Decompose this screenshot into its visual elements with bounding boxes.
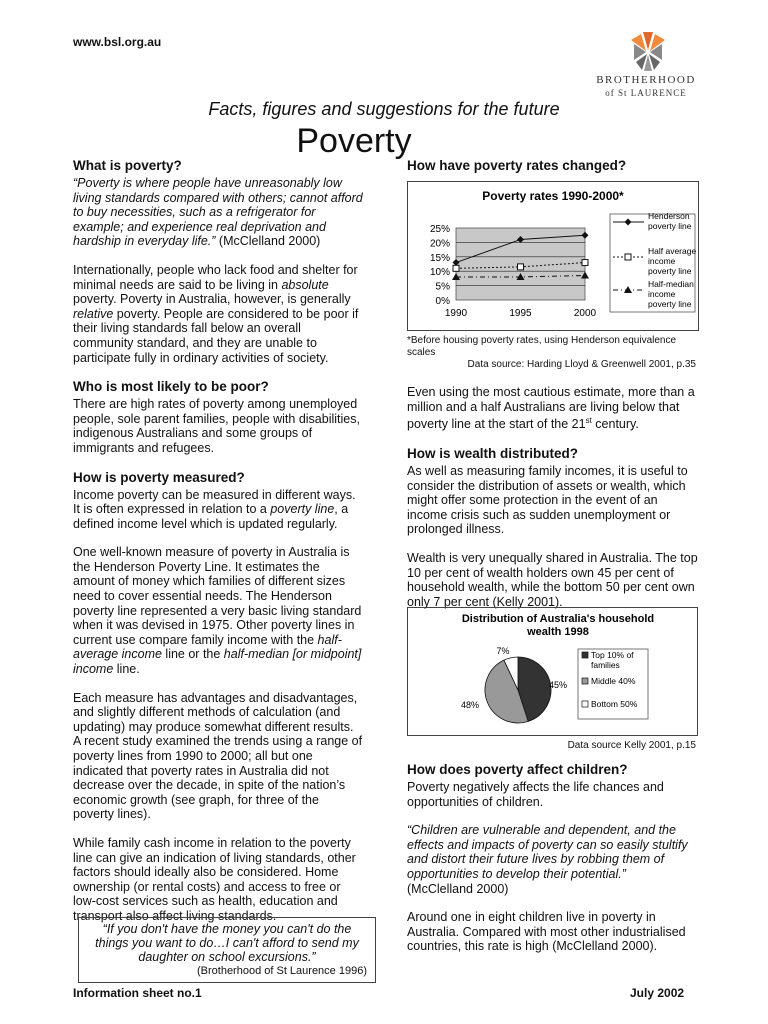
data-point xyxy=(582,260,588,266)
org-name xyxy=(583,74,709,100)
what-is-poverty-heading: What is poverty? xyxy=(73,158,182,173)
site-url[interactable]: www.bsl.org.au xyxy=(73,35,162,49)
children-heading: How does poverty affect children? xyxy=(407,762,628,777)
poverty-rates-chart xyxy=(407,181,699,331)
text-run: absolute xyxy=(281,277,329,292)
legend-label: Middle 40% xyxy=(591,676,636,686)
x-tick-label: 1995 xyxy=(509,308,532,319)
measures-paragraph: Each measure has advantages and disadvantages, and slightly different methods of calculation (and updating) may produce somewhat different results. A recent study examined the trends using a range of poverty lines from 1990 to 2000; all but one indicated that poverty rates in Australia did not decrease over the decade, in spite of the nation’s economic growth (see graph, for three of the poverty lines). xyxy=(73,690,363,822)
y-tick-label: 20% xyxy=(429,238,450,250)
wealth-paragraph-2: Wealth is very unequally shared in Australia. The top 10 per cent of wealth holders own 45 per cent of household wealth, while the bottom 50 per cent own only 7 per cent (Kelly 2001). xyxy=(407,550,698,609)
legend-label: Half average income poverty line xyxy=(648,246,697,276)
footer-date: July 2002 xyxy=(630,986,685,1000)
text-run: Internationally, people who lack food and shelter for minimal needs are said to be living in xyxy=(73,262,358,292)
y-tick-label: 5% xyxy=(435,281,450,293)
children-quote-source: (McClelland 2000) xyxy=(407,881,509,896)
x-tick-label: 1990 xyxy=(444,308,468,319)
page-subtitle: Facts, figures and suggestions for the future xyxy=(208,99,560,119)
living-standards-paragraph: While family cash income in relation to the poverty line can give an indication of living standards, other factors should ideally also be considered. Home ownership (or rental costs) and access to free or low-cost services such as health, education and transport also affect living standards. xyxy=(73,835,356,923)
text-run: half-average income xyxy=(73,632,342,662)
wealth-heading: How is wealth distributed? xyxy=(407,445,579,461)
absolute-relative-paragraph xyxy=(73,263,363,365)
y-tick-label: 15% xyxy=(429,252,450,264)
right-body-2 xyxy=(407,762,700,968)
text-run: poverty. Poverty in Australia, however, is generally xyxy=(73,292,351,307)
y-tick-label: 25% xyxy=(429,224,450,235)
most-likely-poor-heading: Who is most likely to be poor? xyxy=(73,379,269,395)
text-run: relative xyxy=(73,306,114,321)
poverty-definition xyxy=(73,176,363,249)
chart1-source: Data source: Harding Lloyd & Greenwell 2001, p.35 xyxy=(467,359,696,370)
right-column xyxy=(407,158,700,176)
chart1-note: *Before housing poverty rates, using Henderson equivalence scales xyxy=(407,335,677,358)
y-tick-label: 10% xyxy=(429,267,450,279)
org-name-line1: BROTHERHOOD xyxy=(596,74,696,86)
text-run: Even using the most cautious estimate, more than a million and a half Australians are living below that poverty line at the start of the 21 xyxy=(407,385,695,432)
wealth-pie-svg xyxy=(408,608,697,735)
children-paragraph-1: Poverty negatively affects the life chances and opportunities of children. xyxy=(407,780,664,809)
slice-label: 7% xyxy=(496,646,510,656)
legend-swatch xyxy=(582,652,588,658)
callout-quote: “If you don't have the money you can't do the things you want to do…I can't afford to send my daughter on school excursions.” xyxy=(95,922,359,964)
y-tick-label: 0% xyxy=(435,296,450,307)
legend-marker xyxy=(625,254,631,260)
legend-label: Henderson poverty line xyxy=(648,211,692,231)
text-run: poverty. People are considered to be poor if their living standards fall below an overall community standard, and they are unable to participate fully in ordinary activities of society. xyxy=(73,306,359,365)
children-paragraph-2: Around one in eight children live in poverty in Australia. Compared with most other industrialised countries, this rate is high (McClelland 2000). xyxy=(407,910,686,954)
most-likely-poor-paragraph: There are high rates of poverty among unemployed people, sole parent families, people with disabilities, indigenous Australians and some groups of immigrants and refugees. xyxy=(73,397,360,455)
x-tick-label: 2000 xyxy=(573,308,597,319)
slice-label: 48% xyxy=(460,700,480,710)
legend-swatch xyxy=(582,678,588,684)
text-run: , a defined income level which is updated regularly. xyxy=(73,502,349,531)
legend-label: Bottom 50% xyxy=(591,699,638,709)
footer-sheet-number: Information sheet no.1 xyxy=(73,986,202,1000)
page-title: Poverty xyxy=(296,122,412,160)
children-quote-paragraph xyxy=(407,823,700,896)
text-run: One well-known measure of poverty in Australia is the Henderson Poverty Line. It estimates the amount of money which families of different sizes need to cover essential needs. The Henderson poverty line represented a very basic living standard when it was devised in 1975. Other poverty lines in current use compare family income with the xyxy=(73,545,362,647)
text-run: line. xyxy=(113,662,140,677)
text-run: Income poverty can be measured in different ways. It is often expressed in relation to a xyxy=(73,487,356,517)
chart-title: Distribution of Australia's household wealth 1998 xyxy=(461,613,655,638)
chart-title: Poverty rates 1990-2000* xyxy=(482,189,624,203)
wealth-distribution-chart xyxy=(407,607,698,736)
definition-source: (McClelland 2000) xyxy=(215,234,321,249)
legend-label: Half-median income poverty line xyxy=(648,279,694,309)
org-name-line2: of St LAURENCE xyxy=(605,88,687,98)
legend-label: Top 10% of families xyxy=(591,650,634,670)
text-run: century. xyxy=(591,417,639,432)
slice-label: 45% xyxy=(548,680,568,690)
data-point xyxy=(453,265,459,271)
poverty-rates-svg xyxy=(408,182,698,330)
poverty-rates-heading: How have poverty rates changed? xyxy=(407,158,627,173)
left-column xyxy=(73,158,363,938)
poverty-measured-heading: How is poverty measured? xyxy=(73,469,245,485)
text-run: line or the xyxy=(161,647,224,662)
callout-quote-box xyxy=(78,917,376,983)
definition-quote: “Poverty is where people have unreasonably low living standards compared with others; cannot afford to buy necessities, such as a refrigerator for example; and experience real deprivation and hardship in everyday life.” xyxy=(73,176,363,249)
children-quote: “Children are vulnerable and dependent, and the effects and impacts of poverty can so easily stultify and distort their future lives by robbing them of opportunities to develop their potential.” xyxy=(407,823,688,881)
wealth-paragraph-1: As well as measuring family incomes, it is useful to consider the distribution of assets or wealth, which might offer some protection in the event of an income crisis such as sudden unemployment or prolonged illness. xyxy=(407,463,688,537)
henderson-paragraph xyxy=(73,545,363,676)
callout-attribution: (Brotherhood of St Laurence 1996) xyxy=(196,965,367,977)
income-poverty-paragraph xyxy=(73,488,363,532)
chart2-source: Data source Kelly 2001, p.15 xyxy=(567,740,696,751)
logo-mark-icon xyxy=(591,30,706,74)
text-run: poverty line xyxy=(270,502,335,517)
right-body-1 xyxy=(407,385,700,623)
million-paragraph xyxy=(407,385,700,432)
legend-swatch xyxy=(582,701,588,707)
superscript: st xyxy=(585,416,592,426)
text-run: half-median [or midpoint] income xyxy=(73,647,362,677)
data-point xyxy=(518,264,524,270)
